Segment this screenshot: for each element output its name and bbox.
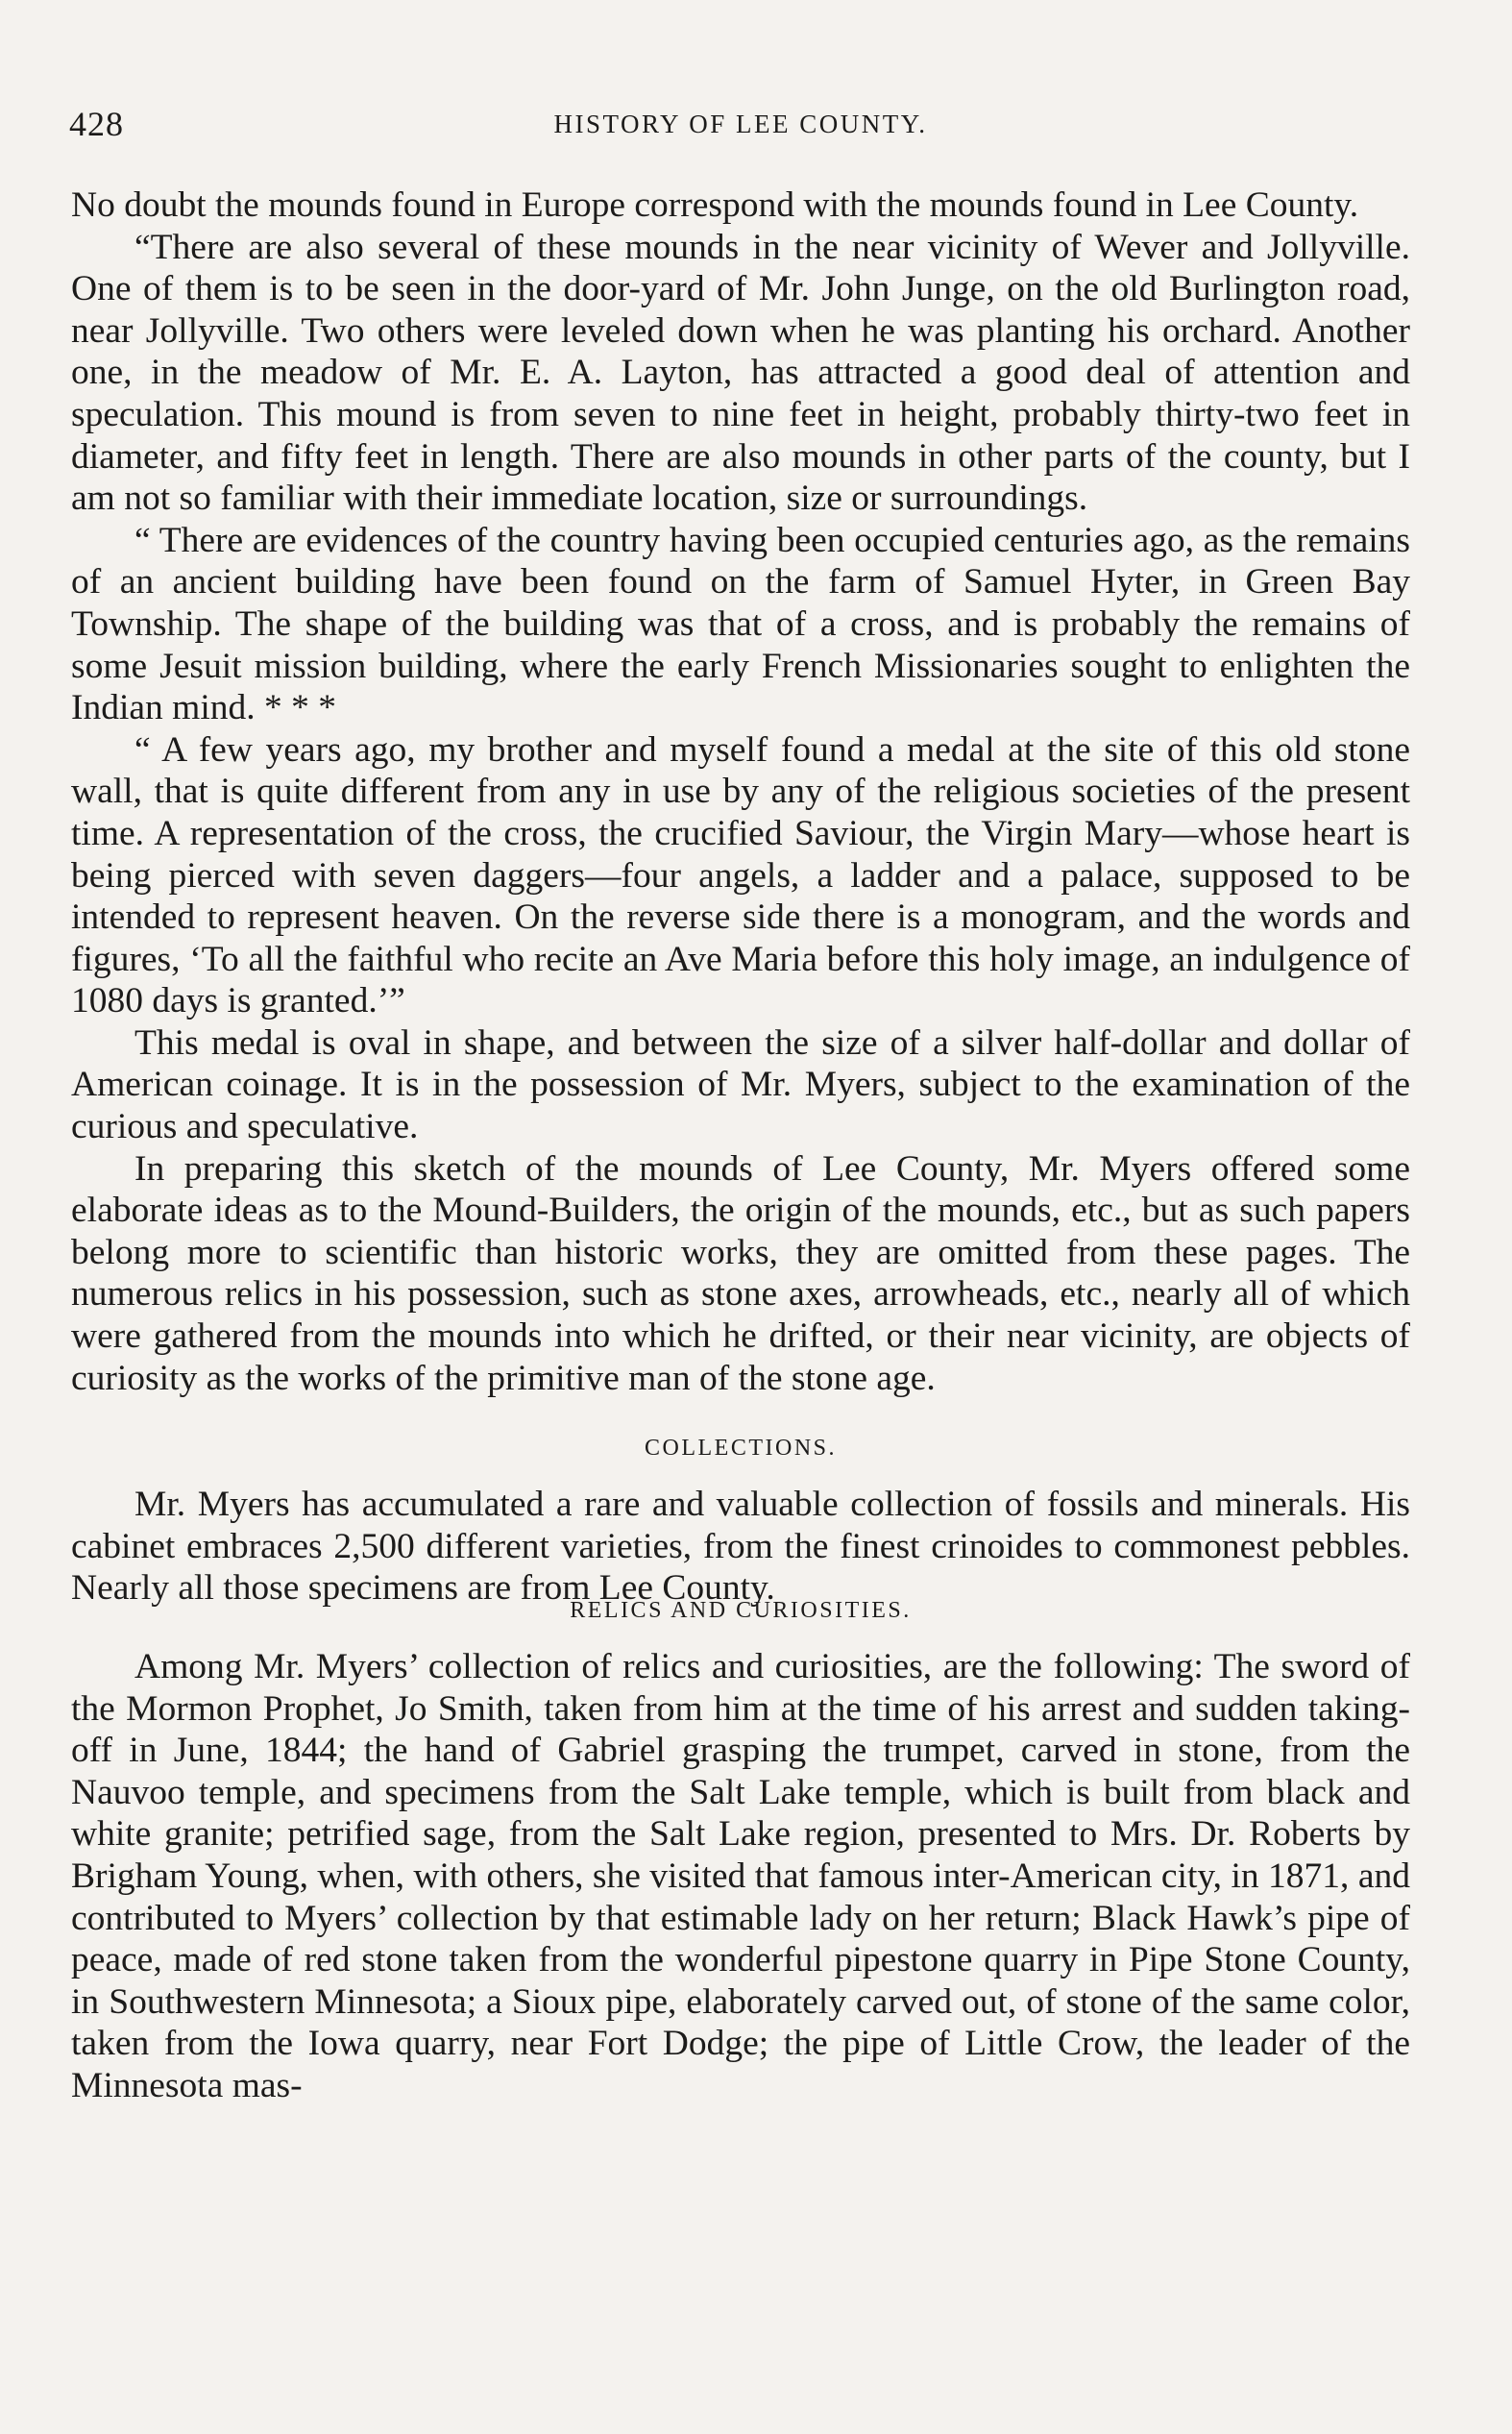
body-paragraph: “ A few years ago, my brother and myself found a medal at the site of this old stone wall, that is quite different from any in use by any of the religious societies of the present time. A representation of the cross, the crucified Saviour, the Virgin Mary—whose heart is being pierced with seven daggers—four angels, a ladder and a palace, supposed to be intended to represent heaven. On the reverse side there is a monogram, and the words and figures, ‘To all the faithful who recite an Ave Maria before this holy image, an indulgence of 1080 days is granted.’” [71,729,1410,1021]
body-paragraph: This medal is oval in shape, and between the size of a silver half-dollar and dollar of American coinage. It is in the possession of Mr. Myers, subject to the examination of the curious and speculative. [71,1022,1410,1147]
mounds-section [71,184,1410,1399]
relics-paragraph: Among Mr. Myers’ collection of relics and curiosities, are the following: The sword of the Mormon Prophet, Jo Smith, taken from him at the time of his arrest and sudden taking-off in June, 1844; the hand of Gabriel grasping the trumpet, carved in stone, from the Nauvoo temple, and specimens from the Salt Lake temple, which is built from black and white granite; petrified sage, from the Salt Lake region, presented to Mrs. Dr. Roberts by Brigham Young, when, with others, she visited that famous inter-American city, in 1871, and contributed to Myers’ collection by that estimable lady on her return; Black Hawk’s pipe of peace, made of red stone taken from the wonderful pipestone quarry in Pipe Stone County, in Southwestern Minnesota; a Sioux pipe, elaborately carved out, of stone of the same color, taken from the Iowa quarry, near Fort Dodge; the pipe of Little Crow, the leader of the Minnesota mas- [71,1647,1410,2105]
section-heading-collections: COLLECTIONS. [645,1436,837,1462]
page-header [69,104,1412,146]
body-paragraph: “There are also several of these mounds in the near vicinity of Wever and Jollyville. One of them is to be seen in the door-yard of Mr. John Junge, on the old Burlington road, near Jollyville. Two others were leveled down when he was planting his orchard. Another one, in the meadow of Mr. E. A. Layton, has attracted a good deal of attention and speculation. This mound is from seven to nine feet in height, probably thirty-two feet in diameter, and fifty feet in length. There are also mounds in other parts of the county, but I am not so familiar with their immediate location, size or surroundings. [71,227,1410,519]
body-paragraph: No doubt the mounds found in Europe correspond with the mounds found in Lee County. [71,185,1359,225]
body-paragraph: “ There are evidences of the country having been occupied centuries ago, as the remains of an ancient building have been found on the farm of Samuel Hyter, in Green Bay Township. The shape of the building was that of a cross, and is probably the remains of some Jesuit mission building, where the early French Missionaries sought to enlighten the Indian mind. * * * [71,520,1410,728]
collections-paragraph: Mr. Myers has accumulated a rare and valuable collection of fossils and minerals. His cabinet embraces 2,500 different varieties, from the finest crinoides to commonest pebbles. Nearly all those specimens are from Lee County. [71,1485,1410,1609]
running-head: HISTORY OF LEE COUNTY. [553,110,928,138]
section-heading-relics: RELICS AND CURIOSITIES. [570,1598,912,1623]
body-text [71,184,1410,2121]
body-paragraph: In preparing this sketch of the mounds of Lee County, Mr. Myers offered some elaborate ideas as to the Mound-Builders, the origin of the mounds, etc., but as such papers belong more to scientific than historic works, they are omitted from these pages. The numerous relics in his possession, such as stone axes, arrowheads, etc., nearly all of which were gathered from the mounds into which he drifted, or their near vicinity, are objects of curiosity as the works of the primitive man of the stone age. [71,1148,1410,1398]
page-number: 428 [69,105,124,143]
